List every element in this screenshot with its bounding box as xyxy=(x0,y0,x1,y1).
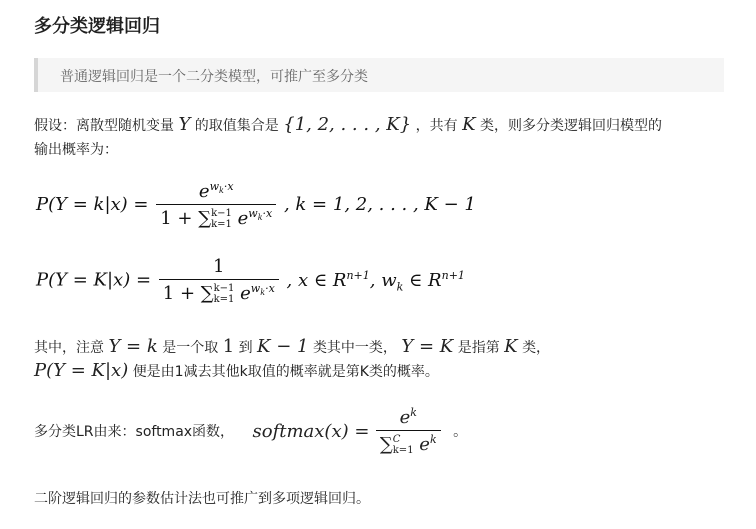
paragraph-note: 其中，注意 Y = k 是一个取 1 到 K − 1 类其中一类， Y = K 是指第 K 类， xyxy=(34,336,551,357)
eq1-numerator: $e^{w_k\cdot x}$ xyxy=(156,180,276,205)
eq2-lhs: P(Y = K|x) = xyxy=(36,269,152,291)
softmax-lhs: softmax(x) = xyxy=(252,420,370,442)
softmax-fraction xyxy=(376,406,441,456)
eq2-fraction xyxy=(159,256,279,305)
math-k-minus-1: K − 1 xyxy=(257,336,309,357)
p1-text-c: ，共有 xyxy=(415,118,458,134)
eq2-rhs: , x ∈ $R^{n+1}$, $w_k$ ∈ $R^{n+1}$ xyxy=(286,268,465,294)
softmax-denominator: ∑C k=1 $e^k$ xyxy=(379,433,437,456)
blockquote xyxy=(34,58,724,92)
math-prob-k: P(Y = K|x) xyxy=(34,360,129,381)
equation-1 xyxy=(36,180,476,230)
eq2-numerator: 1 xyxy=(159,256,279,280)
eq1-denominator: 1 + ∑k−1 k=1 $e^{w_k\cdot x}$ xyxy=(160,207,273,230)
p1-text-a: 假设：离散型随机变量 xyxy=(34,118,174,134)
paragraph-conclusion: 二阶逻辑回归的参数估计法也可推广到多项逻辑回归。 xyxy=(34,491,370,507)
paragraph-definition xyxy=(34,114,662,135)
paragraph-softmax: 多分类LR由来：softmax函数， softmax(x) = $e^k$ ∑C k=1 $e^k$ 。 xyxy=(34,406,468,456)
math-k: K xyxy=(462,114,476,135)
math-y: Y xyxy=(178,114,191,135)
equation-2 xyxy=(36,256,465,305)
eq2-denominator: 1 + ∑k−1 k=1 $e^{w_k\cdot x}$ xyxy=(162,282,275,305)
blockquote-text: 普通逻辑回归是一个二分类模型，可推广至多分类 xyxy=(60,69,368,85)
math-capital-k: K xyxy=(504,336,518,357)
paragraph-definition-line2: 输出概率为： xyxy=(34,142,118,158)
softmax-numerator: $e^k$ xyxy=(376,406,441,431)
math-y-eq-capital-k: Y = K xyxy=(401,336,454,357)
p1-text-d: 类，则多分类逻辑回归模型的 xyxy=(479,118,662,134)
eq1-rhs: , k = 1, 2, . . . , K − 1 xyxy=(283,194,476,215)
math-y-eq-k: Y = k xyxy=(108,336,158,357)
paragraph-note-line2: P(Y = K|x) 便是由1减去其他k取值的概率就是第K类的概率。 xyxy=(34,360,439,381)
math-set: {1, 2, . . . , K} xyxy=(283,114,412,135)
eq1-fraction xyxy=(156,180,276,230)
eq1-lhs: P(Y = k|x) = xyxy=(36,194,149,215)
p1-text-b: 的取值集合是 xyxy=(194,118,279,134)
math-one: 1 xyxy=(222,336,235,357)
section-heading: 多分类逻辑回归 xyxy=(34,16,160,37)
